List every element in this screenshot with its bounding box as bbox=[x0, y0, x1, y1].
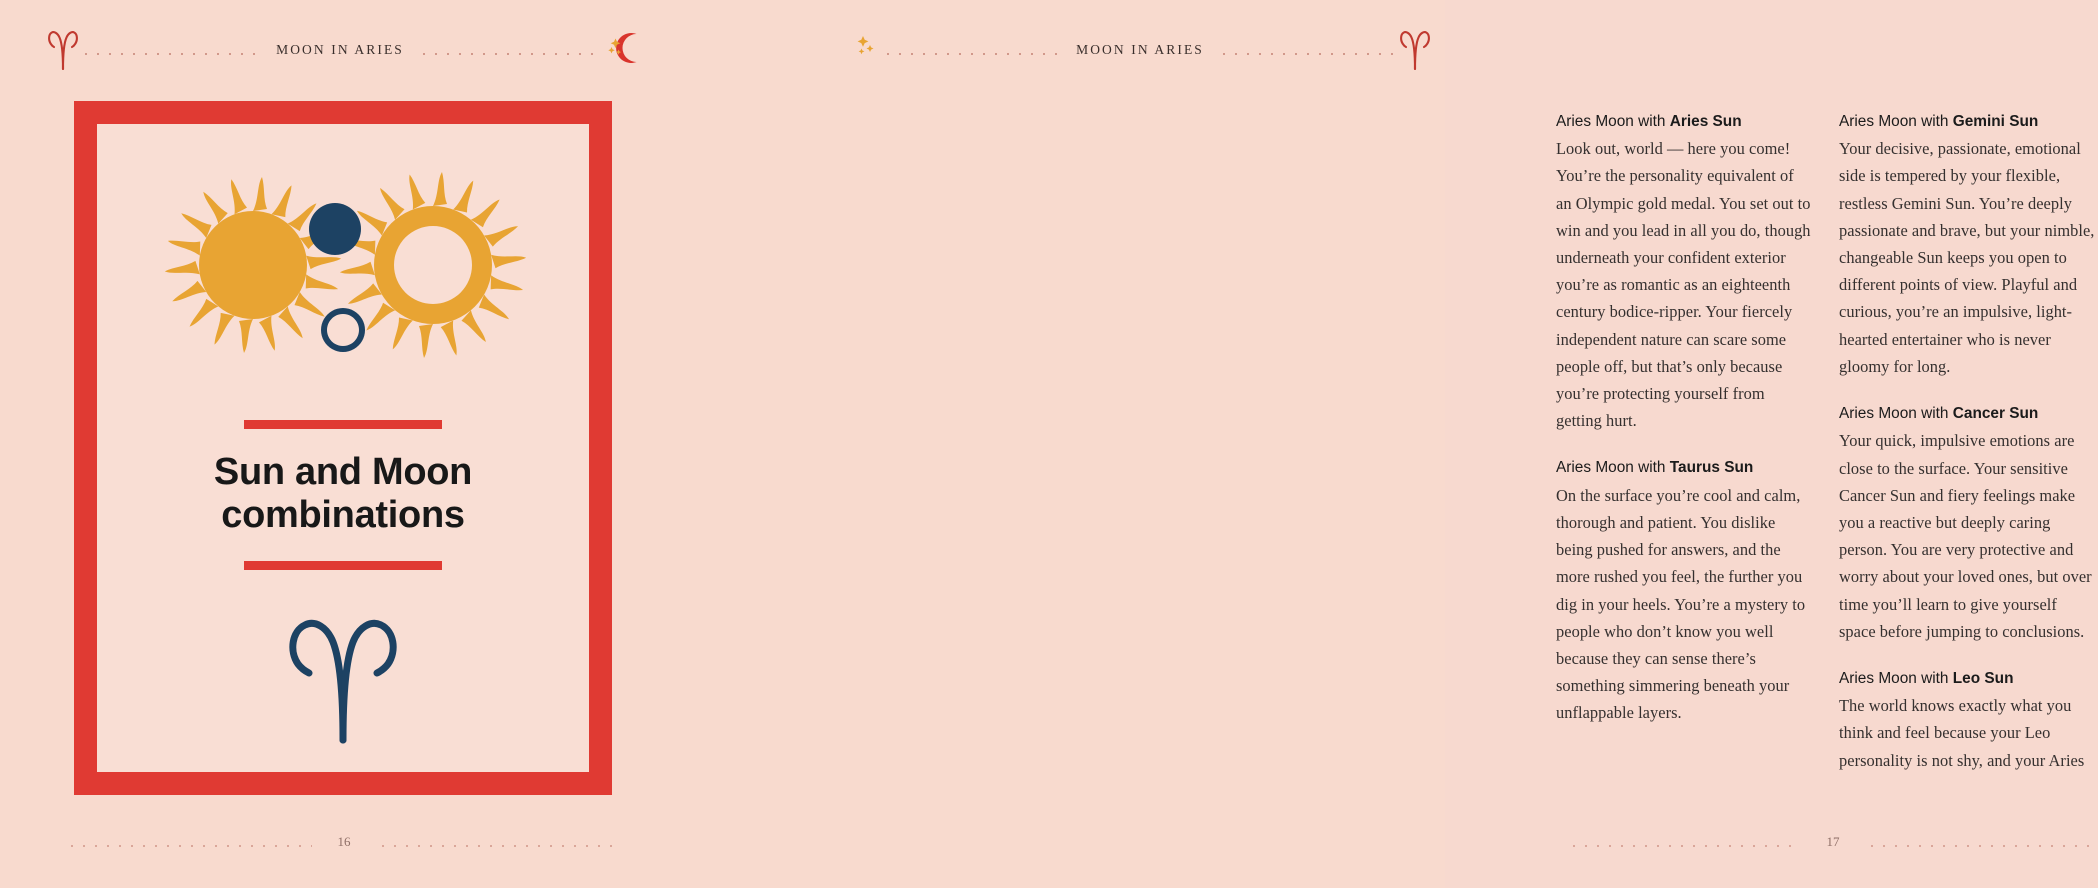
entry-heading bbox=[1839, 669, 2096, 688]
entry-cancer-sun bbox=[1839, 404, 2096, 645]
left-page bbox=[0, 0, 722, 888]
entry-heading bbox=[1839, 404, 2096, 423]
page-number: 16 bbox=[337, 834, 351, 849]
entry-heading-prefix: Aries Moon with bbox=[1839, 669, 1953, 687]
title-panel-inner bbox=[97, 124, 589, 772]
entry-heading-bold: Aries Sun bbox=[1669, 113, 1742, 130]
text-columns bbox=[1556, 112, 2096, 774]
footer-dot-rule-left bbox=[1568, 837, 1801, 847]
dot-rule-right bbox=[418, 45, 600, 55]
page-title-line-1: Sun and Moon bbox=[213, 451, 473, 493]
crescent-moon-sparkle-icon bbox=[600, 25, 646, 76]
page-title bbox=[143, 451, 543, 537]
entry-heading-prefix: Aries Moon with bbox=[1556, 113, 1670, 130]
running-head-left bbox=[46, 26, 646, 74]
entry-gemini-sun bbox=[1839, 112, 2096, 380]
aries-glyph-icon bbox=[1398, 25, 1432, 76]
entry-leo-sun bbox=[1839, 669, 2096, 774]
left-sun bbox=[164, 177, 342, 353]
entry-heading-prefix: Aries Moon with bbox=[1556, 459, 1670, 477]
dot-rule-left bbox=[882, 45, 1062, 55]
footer-dot-rule-right bbox=[1866, 837, 2098, 847]
footer-dot-rule-left bbox=[66, 837, 312, 847]
entry-body: Look out, world — here you come! You’re the personality equivalent of an Olympic gold medal. You set out to win and you lead in all you do, though underneath your confident exterior you’re as romantic as an eighteenth century bodice-ripper. Your fiercely independent nature can scare some people off, but that’s only because you’re protecting yourself from getting hurt. bbox=[1556, 139, 1811, 431]
running-head-title: MOON IN ARIES bbox=[276, 42, 404, 57]
right-sun bbox=[339, 172, 527, 358]
entry-heading-bold: Taurus Sun bbox=[1669, 459, 1754, 477]
entry-body: On the surface you’re cool and calm, thorough and patient. You dislike being pushed for answers, and the more rushed you feel, the further you dig in your heels. You’re a mystery to people who don’t know you well because they can sense there’s something simmering beneath your unflappable layers. bbox=[1556, 485, 1806, 723]
title-rule-top bbox=[244, 420, 442, 429]
title-panel-frame bbox=[74, 101, 612, 795]
sun-and-moon-phases-illustration bbox=[143, 160, 543, 380]
entry-heading bbox=[1839, 112, 2096, 131]
entry-heading-prefix: Aries Moon with bbox=[1839, 405, 1953, 423]
entry-body: Your quick, impulsive emotions are close to the surface. Your sensitive Cancer Sun and fiery feelings make you a reactive but deeply caring person. You are very protective and worry about your loved ones, but over time you’ll learn to give yourself space before jumping to conclusions. bbox=[1839, 431, 2092, 641]
entry-heading-bold: Leo Sun bbox=[1952, 669, 2014, 687]
text-column-2 bbox=[1839, 112, 2096, 774]
entry-body: The world knows exactly what you think and feel because your Leo personality is not shy, and your Aries bbox=[1839, 696, 2085, 770]
text-column-1 bbox=[1556, 112, 1813, 774]
page-number: 17 bbox=[1826, 834, 1840, 849]
entry-heading-prefix: Aries Moon with bbox=[1839, 113, 1953, 130]
aries-glyph-icon bbox=[283, 610, 403, 750]
entry-taurus-sun bbox=[1556, 458, 1813, 726]
footer-dot-rule-right bbox=[377, 837, 623, 847]
entry-heading-bold: Cancer Sun bbox=[1952, 405, 2039, 423]
dot-rule-left bbox=[80, 45, 262, 55]
entry-body: Your decisive, passionate, emotional side is tempered by your flexible, restless Gemini Sun. You’re deeply passionate and brave, but your nimble, changeable Sun keeps you open to different points of view. Playful and curious, you’re an impulsive, light-hearted entertainer who is never gloomy for long. bbox=[1839, 139, 2095, 376]
dot-rule-right bbox=[1218, 45, 1398, 55]
entry-heading-bold: Gemini Sun bbox=[1952, 113, 2039, 130]
title-rule-bottom bbox=[244, 561, 442, 570]
entry-aries-sun bbox=[1556, 112, 1813, 434]
aries-glyph-icon bbox=[46, 25, 80, 76]
footer-right bbox=[1568, 832, 2098, 852]
entry-heading bbox=[1556, 112, 1813, 131]
footer-left bbox=[66, 832, 622, 852]
running-head-title: MOON IN ARIES bbox=[1076, 42, 1204, 57]
right-page bbox=[722, 0, 2095, 888]
page-title-line-2: combinations bbox=[221, 493, 465, 536]
crescent-moon-sparkle-icon bbox=[830, 23, 882, 78]
entry-heading bbox=[1556, 458, 1813, 477]
running-head-right bbox=[830, 26, 1432, 74]
